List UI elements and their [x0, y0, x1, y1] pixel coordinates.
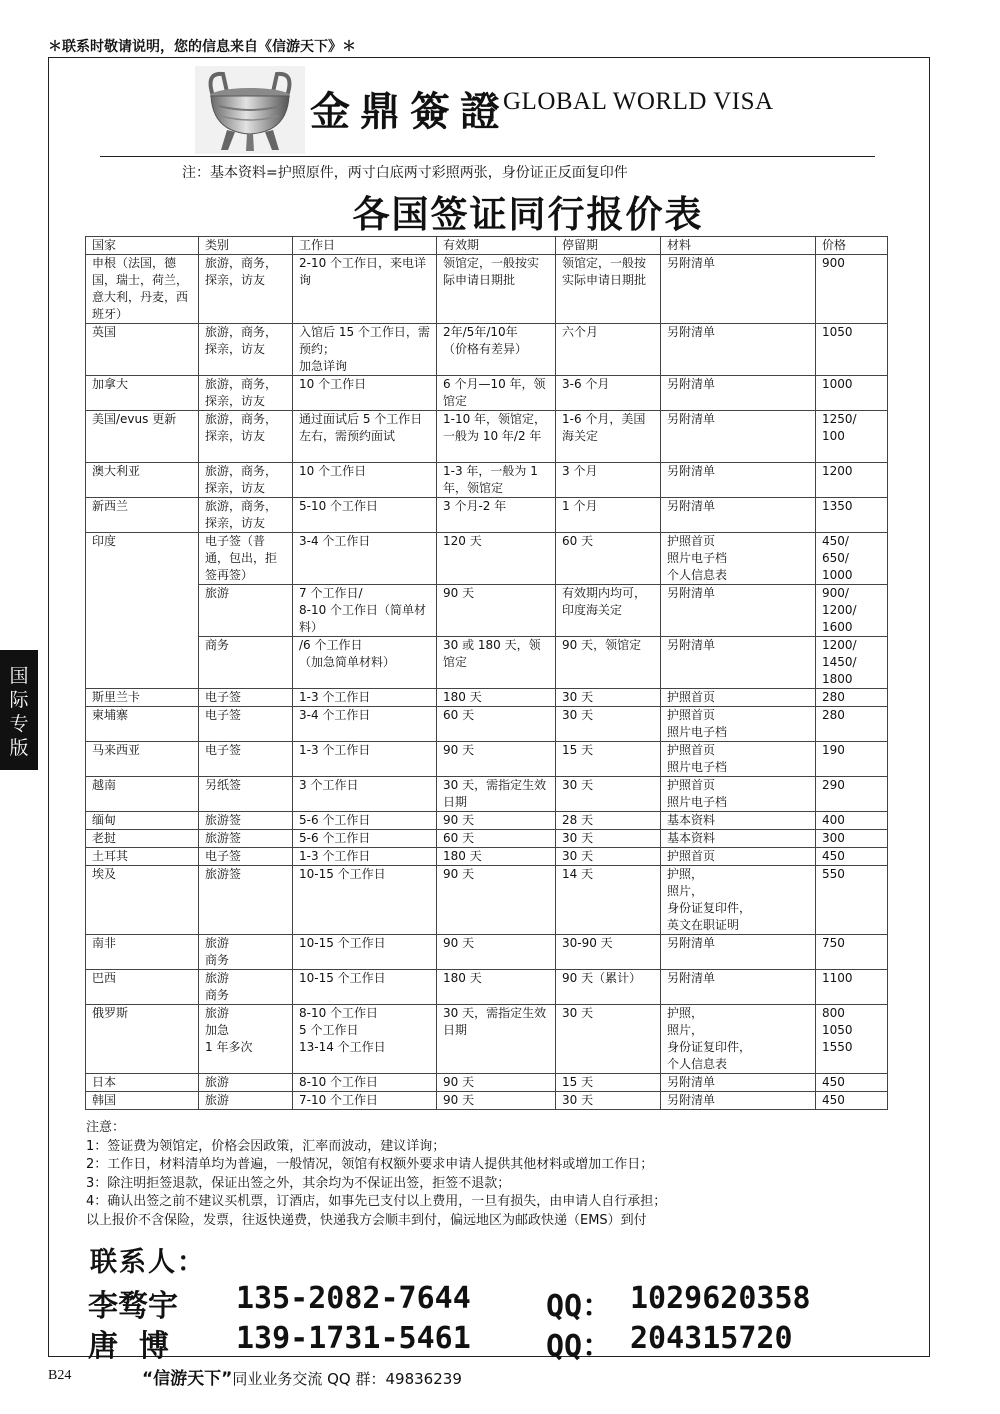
contact-qq-number: 1029620358 — [630, 1281, 811, 1316]
cell-materials: 基本资料 — [661, 830, 816, 848]
table-row — [86, 463, 888, 498]
cell-materials: 另附清单 — [661, 1092, 816, 1110]
cell-workdays: 10 个工作日 — [293, 376, 437, 411]
table-row — [86, 689, 888, 707]
cell-type: 商务 — [199, 637, 293, 689]
cell-materials: 另附清单 — [661, 324, 816, 376]
table-row — [86, 848, 888, 866]
cell-type: 旅游签 — [199, 866, 293, 935]
cell-workdays: 1-3 个工作日 — [293, 848, 437, 866]
table-row — [86, 830, 888, 848]
cell-validity: 90 天 — [437, 866, 556, 935]
table-row — [86, 498, 888, 533]
cell-country: 加拿大 — [86, 376, 199, 411]
table-header-row — [86, 237, 888, 255]
cell-workdays: 10 个工作日 — [293, 463, 437, 498]
cell-workdays: 5-6 个工作日 — [293, 830, 437, 848]
header-divider — [100, 156, 875, 157]
cell-validity: 180 天 — [437, 970, 556, 1005]
cell-materials: 另附清单 — [661, 498, 816, 533]
footer-text — [142, 1364, 462, 1389]
side-tab-char: 际 — [9, 689, 29, 711]
table-row — [86, 376, 888, 411]
cell-country: 申根（法国，德国，瑞士，荷兰，意大利，丹麦，西班牙） — [86, 255, 199, 324]
cell-type: 电子签（普通，包出，拒签再签） — [199, 533, 293, 585]
notes-section — [86, 1119, 666, 1230]
cell-validity: 180 天 — [437, 689, 556, 707]
cell-stay: 30-90 天 — [556, 935, 661, 970]
cell-materials: 护照， 照片， 身份证复印件， 个人信息表 — [661, 1005, 816, 1074]
cell-materials: 另附清单 — [661, 970, 816, 1005]
note-item: 2：工作日，材料清单均为普遍，一般情况，领馆有权额外要求申请人提供其他材料或增加工作日； — [86, 1157, 654, 1172]
cell-stay: 30 天 — [556, 1005, 661, 1074]
cell-workdays: 5-6 个工作日 — [293, 812, 437, 830]
cell-materials: 护照首页 照片电子档 — [661, 742, 816, 777]
table-row — [86, 533, 888, 585]
col-header-country: 国家 — [86, 237, 199, 255]
cell-price: 450 — [816, 1092, 888, 1110]
cell-type: 旅游，商务，探亲，访友 — [199, 463, 293, 498]
cell-workdays: 5-10 个工作日 — [293, 498, 437, 533]
table-row — [86, 777, 888, 812]
cell-price: 300 — [816, 830, 888, 848]
contact-name: 李骛宇 — [88, 1289, 178, 1324]
cell-price: 1000 — [816, 376, 888, 411]
brand-name-en: GLOBAL WORLD VISA — [503, 88, 774, 115]
cell-stay: 1 个月 — [556, 498, 661, 533]
cell-price: 900 — [816, 255, 888, 324]
cell-materials: 护照首页 照片电子档 — [661, 777, 816, 812]
cell-country: 新西兰 — [86, 498, 199, 533]
table-row — [86, 812, 888, 830]
cell-price: 1350 — [816, 498, 888, 533]
cell-type: 旅游 — [199, 1074, 293, 1092]
col-header-stay: 停留期 — [556, 237, 661, 255]
cell-price: 900/ 1200/ 1600 — [816, 585, 888, 637]
cell-materials: 护照首页 — [661, 848, 816, 866]
notes-title: 注意： — [86, 1120, 126, 1135]
table-row — [86, 970, 888, 1005]
cell-validity: 2年/5年/10年 （价格有差异） — [437, 324, 556, 376]
cell-workdays: 3-4 个工作日 — [293, 533, 437, 585]
cell-price: 800 1050 1550 — [816, 1005, 888, 1074]
cell-stay: 3-6 个月 — [556, 376, 661, 411]
cell-price: 290 — [816, 777, 888, 812]
cell-country: 巴西 — [86, 970, 199, 1005]
cell-validity: 6 个月—10 年，领馆定 — [437, 376, 556, 411]
cell-workdays: 3 个工作日 — [293, 777, 437, 812]
contact-qq-number: 204315720 — [630, 1321, 793, 1356]
side-tab-char: 版 — [9, 737, 29, 759]
top-note: ＊联系时敬请说明，您的信息来自《信游天下》＊ — [48, 39, 356, 55]
cell-country: 美国/evus 更新 — [86, 411, 199, 463]
table-row — [86, 742, 888, 777]
cell-type: 旅游，商务，探亲，访友 — [199, 411, 293, 463]
cell-materials: 另附清单 — [661, 585, 816, 637]
col-header-price: 价格 — [816, 237, 888, 255]
table-row — [86, 255, 888, 324]
cell-stay: 30 天 — [556, 848, 661, 866]
col-header-workdays: 工作日 — [293, 237, 437, 255]
cell-country: 土耳其 — [86, 848, 199, 866]
cell-materials: 另附清单 — [661, 376, 816, 411]
cell-type: 旅游 商务 — [199, 970, 293, 1005]
basic-materials-note: 注：基本资料=护照原件，两寸白底两寸彩照两张，身份证正反面复印件 — [182, 165, 628, 181]
cell-country: 印度 — [86, 533, 199, 689]
cell-stay: 60 天 — [556, 533, 661, 585]
note-item: 以上报价不含保险，发票，往返快递费，快递我方会顺丰到付，偏远地区为邮政快递（EMS）到付 — [86, 1212, 647, 1228]
cell-workdays: 入馆后 15 个工作日，需预约； 加急详询 — [293, 324, 437, 376]
table-row — [86, 637, 888, 689]
cell-price: 1250/ 100 — [816, 411, 888, 463]
cell-type: 旅游，商务，探亲，访友 — [199, 324, 293, 376]
col-header-validity: 有效期 — [437, 237, 556, 255]
cell-country: 柬埔寨 — [86, 707, 199, 742]
cell-type: 电子签 — [199, 848, 293, 866]
cell-type: 旅游，商务，探亲，访友 — [199, 255, 293, 324]
cell-validity: 领馆定，一般按实际申请日期批 — [437, 255, 556, 324]
cell-type: 另纸签 — [199, 777, 293, 812]
cell-workdays: 1-3 个工作日 — [293, 689, 437, 707]
side-tab-char: 专 — [9, 713, 29, 735]
cell-workdays: 10-15 个工作日 — [293, 935, 437, 970]
cell-price: 1200/ 1450/ 1800 — [816, 637, 888, 689]
side-tab-char: 国 — [9, 665, 29, 687]
cell-workdays: 8-10 个工作日 5 个工作日 13-14 个工作日 — [293, 1005, 437, 1074]
cell-validity: 3 个月-2 年 — [437, 498, 556, 533]
cell-type: 电子签 — [199, 742, 293, 777]
cell-price: 1200 — [816, 463, 888, 498]
cell-price: 280 — [816, 707, 888, 742]
cell-validity: 30 天，需指定生效日期 — [437, 1005, 556, 1074]
cell-type: 旅游 — [199, 1092, 293, 1110]
table-row — [86, 585, 888, 637]
cell-type: 旅游，商务，探亲，访友 — [199, 376, 293, 411]
cell-stay: 14 天 — [556, 866, 661, 935]
footer-brand: “信游天下” — [142, 1369, 233, 1389]
cell-stay: 30 天 — [556, 830, 661, 848]
contact-phone: 139-1731-5461 — [236, 1321, 471, 1356]
table-row — [86, 866, 888, 935]
cell-workdays: 2-10 个工作日，来电详询 — [293, 255, 437, 324]
cell-stay: 六个月 — [556, 324, 661, 376]
cell-stay: 1-6 个月，美国海关定 — [556, 411, 661, 463]
cell-materials: 另附清单 — [661, 255, 816, 324]
cell-stay: 90 天，领馆定 — [556, 637, 661, 689]
cell-materials: 护照首页 — [661, 689, 816, 707]
cell-country: 缅甸 — [86, 812, 199, 830]
cell-price: 1100 — [816, 970, 888, 1005]
contact-heading: 联系人： — [90, 1247, 206, 1278]
contact-qq-label: QQ： — [546, 1329, 613, 1364]
cell-country: 越南 — [86, 777, 199, 812]
cell-type: 旅游 — [199, 585, 293, 637]
cell-country: 马来西亚 — [86, 742, 199, 777]
cell-price: 450 — [816, 848, 888, 866]
table-row — [86, 324, 888, 376]
table-row — [86, 935, 888, 970]
cell-workdays: /6 个工作日 （加急简单材料） — [293, 637, 437, 689]
cell-stay: 3 个月 — [556, 463, 661, 498]
cell-materials: 另附清单 — [661, 1074, 816, 1092]
cell-country: 韩国 — [86, 1092, 199, 1110]
table-row — [86, 1074, 888, 1092]
cell-stay: 30 天 — [556, 777, 661, 812]
contact-name: 唐 博 — [88, 1329, 169, 1364]
cell-workdays: 1-3 个工作日 — [293, 742, 437, 777]
cell-validity: 90 天 — [437, 585, 556, 637]
contact-phone: 135-2082-7644 — [236, 1281, 471, 1316]
cell-workdays: 7-10 个工作日 — [293, 1092, 437, 1110]
cell-workdays: 3-4 个工作日 — [293, 707, 437, 742]
table-row — [86, 1092, 888, 1110]
cell-workdays: 7 个工作日/ 8-10 个工作日（简单材料） — [293, 585, 437, 637]
brand-name-cn: 金鼎簽證 — [310, 88, 510, 135]
cell-materials: 护照首页 照片电子档 个人信息表 — [661, 533, 816, 585]
cell-price: 400 — [816, 812, 888, 830]
cell-validity: 90 天 — [437, 935, 556, 970]
cell-validity: 90 天 — [437, 812, 556, 830]
ding-cauldron-logo-icon — [195, 66, 305, 154]
cell-price: 190 — [816, 742, 888, 777]
visa-price-table — [85, 236, 888, 1110]
cell-country: 老挝 — [86, 830, 199, 848]
cell-price: 550 — [816, 866, 888, 935]
cell-materials: 另附清单 — [661, 637, 816, 689]
cell-price: 450 — [816, 1074, 888, 1092]
note-item: 1：签证费为领馆定，价格会因政策，汇率而波动，建议详询； — [86, 1138, 446, 1154]
cell-materials: 另附清单 — [661, 935, 816, 970]
cell-stay: 28 天 — [556, 812, 661, 830]
cell-stay: 30 天 — [556, 1092, 661, 1110]
table-row — [86, 411, 888, 463]
cell-validity: 60 天 — [437, 830, 556, 848]
cell-country: 英国 — [86, 324, 199, 376]
cell-country: 埃及 — [86, 866, 199, 935]
footer-qq-group: 同业业务交流 QQ 群：49836239 — [232, 1370, 462, 1388]
cell-validity: 1-3 年，一般为 1 年，领馆定 — [437, 463, 556, 498]
cell-price: 1050 — [816, 324, 888, 376]
cell-price: 450/ 650/ 1000 — [816, 533, 888, 585]
cell-validity: 30 或 180 天，领馆定 — [437, 637, 556, 689]
page-number: B24 — [48, 1368, 72, 1383]
table-row — [86, 1005, 888, 1074]
cell-validity: 90 天 — [437, 742, 556, 777]
cell-materials: 另附清单 — [661, 463, 816, 498]
cell-validity: 30 天，需指定生效日期 — [437, 777, 556, 812]
note-item: 4：确认出签之前不建议买机票，订酒店，如事先已支付以上费用，一旦有损失，由申请人自行承担； — [86, 1194, 667, 1209]
page-title: 各国签证同行报价表 — [352, 193, 704, 236]
cell-materials: 另附清单 — [661, 411, 816, 463]
cell-stay: 领馆定，一般按实际申请日期批 — [556, 255, 661, 324]
cell-stay: 30 天 — [556, 707, 661, 742]
cell-stay: 15 天 — [556, 1074, 661, 1092]
cell-materials: 护照， 照片， 身份证复印件， 英文在职证明 — [661, 866, 816, 935]
side-tab — [0, 650, 38, 770]
cell-price: 750 — [816, 935, 888, 970]
cell-validity: 90 天 — [437, 1074, 556, 1092]
contact-qq-label: QQ： — [546, 1289, 613, 1324]
cell-validity: 1-10 年，领馆定，一般为 10 年/2 年 — [437, 411, 556, 463]
cell-validity: 60 天 — [437, 707, 556, 742]
cell-workdays: 10-15 个工作日 — [293, 866, 437, 935]
cell-stay: 30 天 — [556, 689, 661, 707]
cell-type: 旅游 商务 — [199, 935, 293, 970]
cell-type: 旅游签 — [199, 812, 293, 830]
cell-stay: 90 天（累计） — [556, 970, 661, 1005]
cell-workdays: 10-15 个工作日 — [293, 970, 437, 1005]
cell-validity: 90 天 — [437, 1092, 556, 1110]
table-row — [86, 707, 888, 742]
col-header-type: 类别 — [199, 237, 293, 255]
cell-country: 澳大利亚 — [86, 463, 199, 498]
cell-country: 俄罗斯 — [86, 1005, 199, 1074]
col-header-materials: 材料 — [661, 237, 816, 255]
cell-type: 旅游签 — [199, 830, 293, 848]
cell-stay: 15 天 — [556, 742, 661, 777]
cell-workdays: 通过面试后 5 个工作日左右，需预约面试 — [293, 411, 437, 463]
cell-workdays: 8-10 个工作日 — [293, 1074, 437, 1092]
cell-type: 旅游 加急 1 年多次 — [199, 1005, 293, 1074]
cell-country: 南非 — [86, 935, 199, 970]
cell-type: 电子签 — [199, 689, 293, 707]
cell-type: 电子签 — [199, 707, 293, 742]
cell-validity: 180 天 — [437, 848, 556, 866]
cell-type: 旅游，商务，探亲，访友 — [199, 498, 293, 533]
cell-validity: 120 天 — [437, 533, 556, 585]
cell-country: 日本 — [86, 1074, 199, 1092]
cell-stay: 有效期内均可，印度海关定 — [556, 585, 661, 637]
note-item: 3：除注明拒签退款，保证出签之外，其余均为不保证出签，拒签不退款； — [86, 1175, 511, 1191]
cell-country: 斯里兰卡 — [86, 689, 199, 707]
cell-materials: 基本资料 — [661, 812, 816, 830]
cell-price: 280 — [816, 689, 888, 707]
cell-materials: 护照首页 照片电子档 — [661, 707, 816, 742]
